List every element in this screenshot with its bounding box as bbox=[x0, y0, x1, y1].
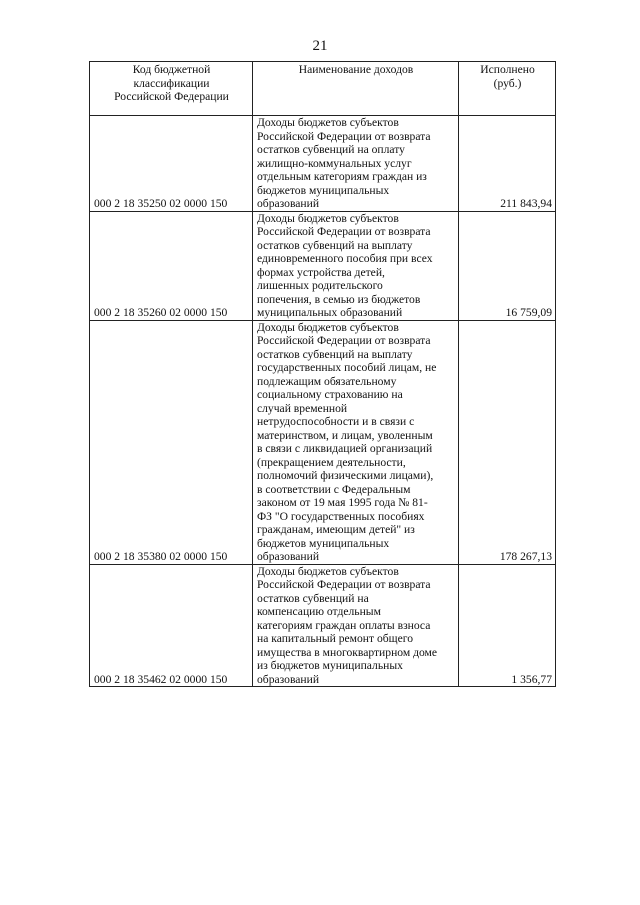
table-header-row bbox=[90, 62, 556, 116]
row-income-name: Доходы бюджетов субъектов Российской Федерации от возврата остатков субвенций на компенсацию отдельным категориям граждан оплаты взноса на капитальный ремонт общего имущества в многоквартирном доме из бюджетов муниципальных образований bbox=[253, 564, 459, 687]
table-row bbox=[90, 211, 556, 320]
row-executed-amount: 211 843,94 bbox=[459, 116, 556, 212]
row-income-name: Доходы бюджетов субъектов Российской Федерации от возврата остатков субвенций на оплату жилищно-коммунальных услуг отдельным категориям граждан из бюджетов муниципальных образований bbox=[253, 116, 459, 212]
row-executed-amount: 16 759,09 bbox=[459, 211, 556, 320]
row-executed-amount: 1 356,77 bbox=[459, 564, 556, 687]
row-executed-amount: 178 267,13 bbox=[459, 320, 556, 564]
row-budget-code: 000 2 18 35380 02 0000 150 bbox=[90, 320, 253, 564]
table-row bbox=[90, 564, 556, 687]
table-row bbox=[90, 320, 556, 564]
row-income-name: Доходы бюджетов субъектов Российской Федерации от возврата остатков субвенций на выплату государственных пособий лицам, не подлежащим обязательному социальному страхованию на случай временной нетрудоспособности и в связи с материнством, и лицам, уволенным в связи с ликвидацией организаций (прекращением деятельности, полномочий физическими лицами), в соответствии с Федеральным законом от 19 мая 1995 года № 81- ФЗ "О государственных пособиях гражданам, имеющим детей" из бюджетов муниципальных образований bbox=[253, 320, 459, 564]
page-number: 21 bbox=[312, 38, 328, 54]
row-income-name: Доходы бюджетов субъектов Российской Федерации от возврата остатков субвенций на выплату единовременного пособия при всех формах устройства детей, лишенных родительского попечения, в семью из бюджетов муниципальных образований bbox=[253, 211, 459, 320]
row-budget-code: 000 2 18 35462 02 0000 150 bbox=[90, 564, 253, 687]
header-income-name: Наименование доходов bbox=[253, 62, 459, 116]
table-row bbox=[90, 116, 556, 212]
budget-income-table bbox=[89, 61, 556, 687]
row-budget-code: 000 2 18 35250 02 0000 150 bbox=[90, 116, 253, 212]
header-budget-code: Код бюджетной классификации Российской Федерации bbox=[90, 62, 253, 116]
header-executed-amount: Исполнено (руб.) bbox=[459, 62, 556, 116]
row-budget-code: 000 2 18 35260 02 0000 150 bbox=[90, 211, 253, 320]
